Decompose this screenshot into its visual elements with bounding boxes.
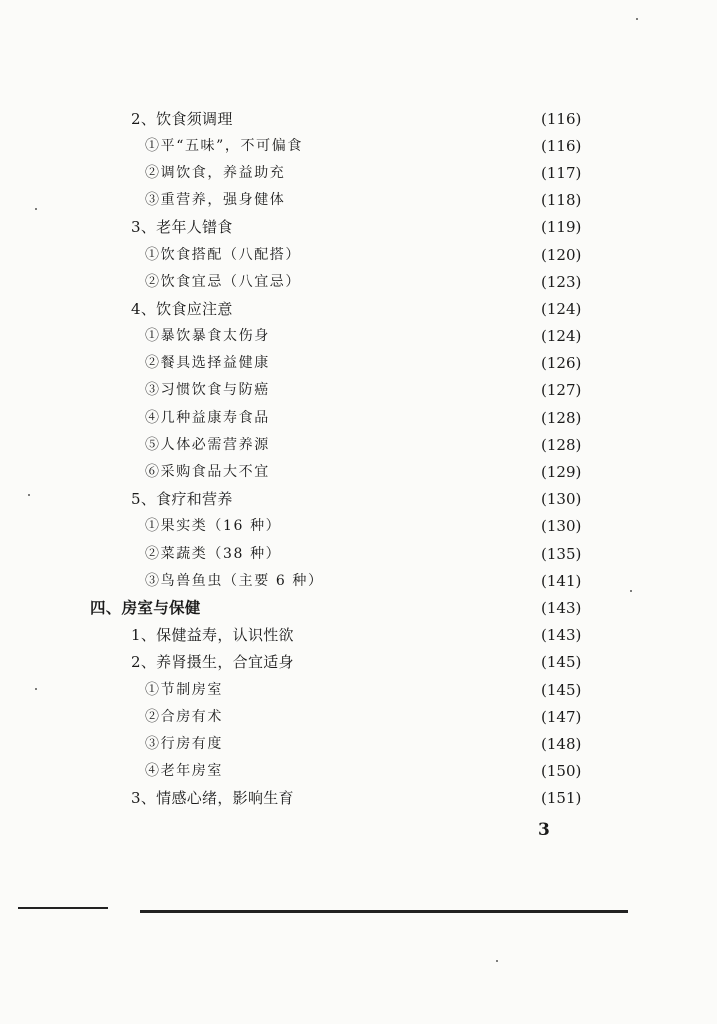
dot-leader [278,408,535,428]
toc-entry-page: (128) [541,435,582,454]
toc-entry-title: ②调饮食，养益助充 [145,164,286,181]
scan-speck [496,960,498,962]
toc-entry [0,295,717,322]
toc-entry [0,486,717,513]
dot-leader [309,272,535,292]
dot-leader [332,571,535,591]
toc-entry-page: (145) [541,680,582,699]
dot-leader [302,652,535,672]
toc-entry-page: (116) [541,136,582,155]
dot-leader [241,109,535,129]
dot-leader [278,326,535,346]
toc-entry-title: 四、房室与保健 [90,597,201,617]
toc-entry [0,622,717,649]
toc-entry-page: (118) [541,191,582,210]
toc-entry [0,132,717,159]
toc-entry-page: (143) [541,598,582,617]
toc-entry-title: ③重营养，强身健体 [145,192,286,209]
toc-entry [0,649,717,676]
toc-entry-page: (145) [541,653,582,672]
toc-entry-page: (124) [541,327,582,346]
toc-entry-title: ①暴饮暴食太伤身 [145,328,270,345]
toc-entry-title: ⑤人体必需营养源 [145,436,270,453]
toc-entry-page: (126) [541,354,582,373]
dot-leader [293,190,535,210]
dot-leader [241,217,535,237]
toc-entry-page: (135) [541,544,582,563]
toc-entry [0,703,717,730]
toc-entry-title: ③习惯饮食与防癌 [145,382,270,399]
toc-entry-title: ①饮食搭配（八配搭） [145,246,301,263]
dot-leader [302,625,535,645]
toc-entry-title: 3、情感心绪，影响生育 [131,789,294,808]
toc-entry-title: 5、食疗和营养 [131,490,233,509]
dot-leader [309,245,535,265]
toc-entry [0,730,717,757]
toc-entry-page: (123) [541,272,582,291]
toc-entry-page: (119) [541,218,582,237]
dot-leader [289,544,535,564]
dot-leader [231,680,535,700]
scan-speck [636,18,638,20]
toc-entry [0,513,717,540]
toc-entry-title: ①果实类（16 种） [145,518,282,535]
toc-entry-title: ②菜蔬类（38 种） [145,545,282,562]
dot-leader [293,163,535,183]
dot-leader [241,299,535,319]
scan-speck [35,208,37,210]
dot-leader [302,788,535,808]
scan-speck [35,688,37,690]
toc-entry-title: 1、保健益寿，认识性欲 [131,626,294,645]
dot-leader [241,489,535,509]
toc-entry [0,758,717,785]
dot-leader [278,462,535,482]
toc-entry-page: (117) [541,163,582,182]
toc-entry [0,377,717,404]
toc-entry [0,241,717,268]
toc-entry-title: 2、饮食须调理 [131,109,233,128]
toc-entry-title: ④老年房室 [145,763,223,780]
toc-entry [0,105,717,132]
bottom-rule-left [18,907,108,909]
dot-leader [231,761,535,781]
toc-entry-page: (130) [541,490,582,509]
toc-entry [0,350,717,377]
bottom-rule-right [140,910,628,913]
toc-entry [0,187,717,214]
toc-entry [0,214,717,241]
toc-entry [0,159,717,186]
toc-entry [0,323,717,350]
table-of-contents [0,105,717,812]
dot-leader [289,516,535,536]
toc-entry-page: (151) [541,789,582,808]
toc-entry-page: (148) [541,734,582,753]
toc-entry-title: ③鸟兽鱼虫（主要 6 种） [145,572,324,589]
toc-entry-title: 4、饮食应注意 [131,299,233,318]
toc-entry-title: 3、老年人镨食 [131,218,233,237]
dot-leader [311,136,535,156]
toc-entry-title: ④几种益康寿食品 [145,409,270,426]
toc-entry [0,404,717,431]
scan-speck [630,590,632,592]
toc-entry-title: ⑥采购食品大不宜 [145,464,270,481]
page-number: 3 [538,820,550,840]
toc-entry-page: (150) [541,762,582,781]
dot-leader [278,435,535,455]
toc-entry-title: ①平“五味”，不可偏食 [145,137,303,154]
toc-entry-page: (120) [541,245,582,264]
dot-leader [209,598,535,618]
dot-leader [231,734,535,754]
toc-entry [0,567,717,594]
scan-speck [28,494,30,496]
toc-entry-title: ②饮食宜忌（八宜忌） [145,273,301,290]
toc-entry-page: (141) [541,571,582,590]
toc-entry [0,431,717,458]
toc-entry-page: (129) [541,463,582,482]
toc-entry [0,268,717,295]
toc-entry-page: (128) [541,408,582,427]
toc-entry [0,594,717,621]
dot-leader [278,380,535,400]
toc-entry-page: (130) [541,517,582,536]
toc-entry-title: ②餐具选择益健康 [145,355,270,372]
dot-leader [278,353,535,373]
dot-leader [231,707,535,727]
toc-entry [0,540,717,567]
toc-entry-page: (143) [541,626,582,645]
toc-entry-title: ②合房有术 [145,708,223,725]
toc-entry [0,785,717,812]
toc-entry-page: (147) [541,707,582,726]
toc-entry-title: ③行房有度 [145,735,223,752]
toc-entry-title: ①节制房室 [145,681,223,698]
toc-entry [0,458,717,485]
toc-entry-page: (124) [541,299,582,318]
toc-entry-page: (116) [541,109,582,128]
toc-entry [0,676,717,703]
toc-entry-page: (127) [541,381,582,400]
toc-entry-title: 2、养肾摄生，合宜适身 [131,653,294,672]
